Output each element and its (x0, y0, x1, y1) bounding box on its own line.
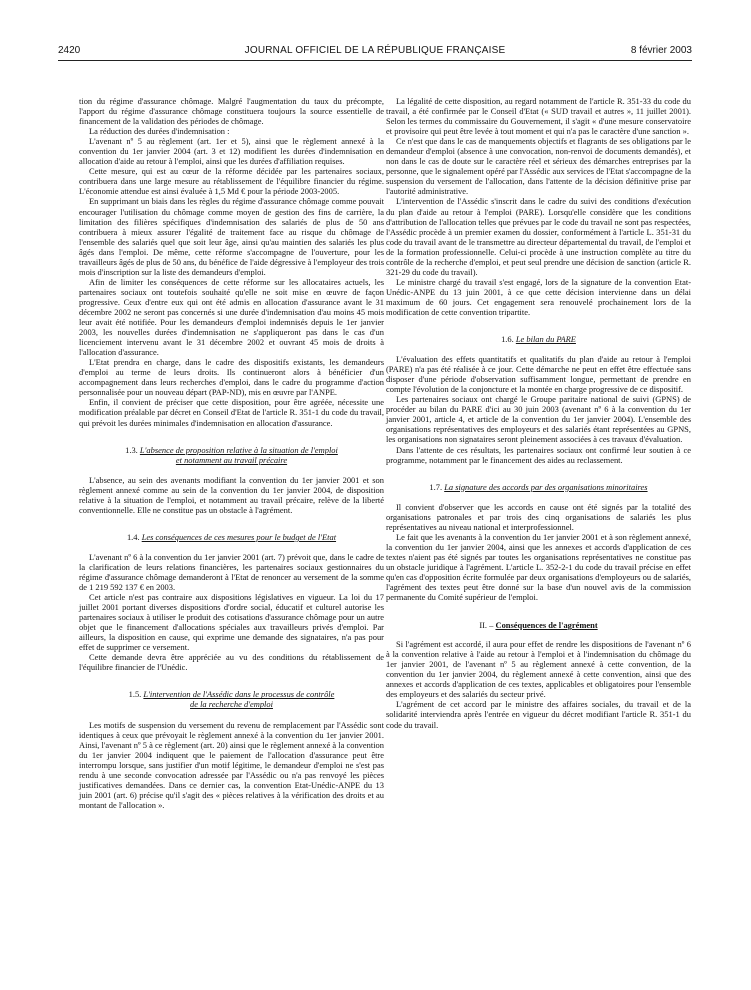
paragraph: L'agrément de cet accord par le ministre des affaires sociales, du travail et de la solidarité interviendra après l'entrée en vigueur du décret modifiant l'article R. 351-1 du code du travail. (386, 699, 691, 730)
header-rule (58, 60, 692, 61)
journal-title: JOURNAL OFFICIEL DE LA RÉPUBLIQUE FRANÇAISE (244, 45, 506, 56)
section-title: L'absence de proposition relative à la situation de l'emploi (139, 444, 338, 455)
section-heading-1-5 (79, 689, 384, 709)
paragraph: Si l'agrément est accordé, il aura pour effet de rendre les dispositions de l'avenant nº 6 à la convention relative à l'aide au retour à l'emploi et à l'indemnisation du chômage du 1er janvier 2001, de l'avenant nº 5 au règlement annexé à cette convention, de la convention du 1er janvier 2004, du règlement annexé à cette convention, ainsi que des annexes et accords d'application de ces textes, applicables et obligatoires pour l'ensemble des employeurs et des salariés du secteur privé. (386, 639, 691, 700)
section-number: 1.5. (128, 689, 142, 700)
section-title: L'intervention de l'Assédic dans le processus de contrôle (143, 689, 335, 700)
section-title-cont: et notamment au travail précaire (175, 454, 288, 465)
paragraph: Les partenaires sociaux ont chargé le Groupe paritaire national de suivi (GPNS) de procéder au bilan du PARE d'ici au 30 juin 2003 (avenant nº 6 à la convention du 1er janvier 2001, article 4, et article de la convention du 1er janvier 2004). L'ensemble des organisations représentatives des employeurs et des salariés étant représentées au GPNS, les organisations non signataires seront pleinement associées à ces travaux d'évaluation. (386, 394, 691, 445)
part-heading-II (386, 620, 691, 630)
section-heading-1-3 (79, 445, 384, 465)
paragraph: Cet article n'est pas contraire aux dispositions législatives en vigueur. La loi du 17 juillet 2001 portant diverses dispositions d'ordre social, éducatif et culturel autorise les partenaires sociaux à utiliser le produit des cotisations d'assurance chômage pour un autre objet que le financement d'allocations spéciales aux travailleurs privés d'emploi. Par ailleurs, la disposition en cause, qui exprime une demande des signataires, n'a pas pour effet de supprimer ce versement. (79, 592, 384, 653)
paragraph: Cette demande devra être appréciée au vu des conditions du rétablissement de l'équilibre financier de l'Unédic. (79, 652, 384, 673)
section-title: Le bilan du PARE (515, 334, 576, 345)
section-number: 1.3. (125, 444, 138, 455)
paragraph: Il convient d'observer que les accords en cause ont été signés par la totalité des organisations patronales et par trois des cinq organisations de salariés les plus représentatives au niveau national et interprofessionnel. (386, 501, 691, 532)
paragraph: Le fait que les avenants à la convention du 1er janvier 2001 et à son règlement annexé, la convention du 1er janvier 2004, ainsi que les annexes et accords d'application de ces textes n'aient pas été signés par toutes les organisations représentatives ne constitue pas un obstacle juridique à l'agrément. L'article L. 352-2-1 du code du travail précise en effet qu'en cas d'opposition écrite formulée par deux organisations d'employeurs ou de salariés, l'agrément des textes peut être donné sur la base d'un nouvel avis de la commission permanente du Comité supérieur de l'emploi. (386, 531, 691, 603)
section-heading-1-7 (386, 482, 691, 492)
section-title-cont: de la recherche d'emploi (190, 699, 273, 710)
section-title: Les conséquences de ces mesures pour le budget de l'Etat (141, 531, 337, 542)
paragraph: Dans l'attente de ces résultats, les partenaires sociaux ont confirmé leur soutien à ce programme, notamment par le financement des aides au reclassement. (386, 444, 691, 465)
paragraph: Ce n'est que dans le cas de manquements objectifs et flagrants de ses obligations par le demandeur d'emploi (absence à une convocation, non-renvoi de documents demandés), et non dans le cas de doute sur le caractère réel et sérieux des démarches entreprises par la personne, que le signalement opéré par l'Assédic aux services de l'Etat s'accompagne de la suspension du versement de l'allocation, dans l'attente de la décision définitive prise par l'autorité administrative. (386, 136, 691, 197)
paragraph: L'avenant nº 6 à la convention du 1er janvier 2001 (art. 7) prévoit que, dans le cadre de la clarification de leurs relations financières, les partenaires sociaux gestionnaires du régime d'assurance chômage demanderont à l'Etat de renoncer au versement de la somme de 1 219 592 137 € en 2003. (79, 551, 384, 593)
section-number: 1.6. (501, 334, 514, 345)
paragraph: Les motifs de suspension du versement du revenu de remplacement par l'Assédic sont identiques à ceux que prévoyait le règlement annexé à la convention du 1er janvier 2001. Ainsi, l'avenant nº 5 à ce règlement (art. 20) ainsi que le règlement annexé à la convention du 1er janvier 2004 indiquent que le paiement de l'allocation d'assurance peut être interrompu lorsque, sans justifier d'un motif légitime, le demandeur d'emploi ne s'est pas rendu à une seconde convocation adressée par l'Assédic ou n'a pas renvoyé les pièces justificatives demandées. Dans ce dernier cas, la convention Etat-Unédic-ANPE du 13 juin 2001 (art. 6) précise qu'il s'agit des « pièces relatives à la vérification des droits et au montant de l'allocation ». (79, 719, 384, 810)
paragraph: L'Etat prendra en charge, dans le cadre des dispositifs existants, les demandeurs d'emploi au terme de leurs droits. Ils continueront alors à bénéficier d'un accompagnement dans leurs recherches d'emploi, dans le cadre du programme d'action personnalisée pour un nouveau départ (PAP-ND), mis en œuvre par l'ANPE. (79, 357, 384, 398)
paragraph: L'absence, au sein des avenants modifiant la convention du 1er janvier 2001 et son règlement annexé comme au sein de la convention du 1er janvier 2004, de disposition relative à la situation de l'emploi, et notamment au travail précaire, relève de la liberté conventionnelle. Elle ne constitue pas un obstacle à l'agrément. (79, 474, 384, 515)
paragraph: Enfin, il convient de préciser que cette disposition, pour être agréée, nécessite une modification préalable par décret en Conseil d'Etat de l'article R. 351-1 du code du travail, qui prévoit les durées minimales d'indemnisation en allocation d'assurance. (79, 397, 384, 428)
paragraph: L'évaluation des effets quantitatifs et qualitatifs du plan d'aide au retour à l'emploi (PARE) n'a pas été réalisée à ce jour. Cette démarche ne peut en effet être effectuée sans disposer d'une période d'observation suffisamment longue, permettant de prendre en compte l'évolution de la conjoncture et la montée en charge progressive de ce dispositif. (386, 354, 691, 395)
section-title: La signature des accords par des organisations minoritaires (444, 481, 648, 492)
left-column (79, 96, 384, 810)
section-heading-1-4 (79, 532, 384, 542)
paragraph: La légalité de cette disposition, au regard notamment de l'article R. 351-33 du code du travail, a été confirmée par le Conseil d'Etat (« SUD travail et autres », 11 juillet 2001). Selon les termes du commissaire du Gouvernement, il s'agit « d'une mesure conservatoire et provisoire qui peut être levée à tout moment et qui n'a pas le caractère d'une sanction ». (386, 96, 691, 137)
paragraph: En supprimant un biais dans les règles du régime d'assurance chômage comme pouvait encourager l'utilisation du chômage comme moyen de gestion des fins de carrière, la limitation des filières spécifiques d'indemnisation des salariés de plus de 50 ans contribuera à mieux assurer l'égalité de traitement face au risque du chômage de l'ensemble des salariés quel que soit leur âge, ainsi qu'au maintien des salariés les plus âgés dans l'emploi. De même, cette réforme s'accompagne de l'ouverture, pour les travailleurs âgés de plus de 50 ans, du bénéfice de l'aide dégressive à l'employeur des trois mois d'inscription sur la liste des demandeurs d'emploi. (79, 196, 384, 277)
page-number: 2420 (58, 45, 81, 56)
part-number: II. – (479, 620, 494, 631)
paragraph: Afin de limiter les conséquences de cette réforme sur les allocataires actuels, les partenaires sociaux ont toutefois souhaité qu'elle ne soit mise en œuvre de façon progressive. Ceux d'entre eux qui ont été admis en allocation d'assurance avant le 31 décembre 2002 ne seront pas concernés si une durée d'indemnisation d'au moins 45 mois leur avait été notifiée. Pour les demandeurs d'emploi indemnisés depuis le 1er janvier 2003, les nouvelles durées d'indemnisation ne s'appliqueront pas dans le cas d'un licenciement intervenu avant le 31 décembre 2002 et ouvrant 45 mois de droits à l'allocation d'assurance. (79, 276, 384, 358)
section-heading-1-6 (386, 334, 691, 344)
paragraph: L'avenant nº 5 au règlement (art. 1er et 5), ainsi que le règlement annexé à la convention du 1er janvier 2004 (art. 3 et 12) modifient les durées d'indemnisation en allocation d'aide au retour à l'emploi, ainsi que les durées d'affiliation requises. (79, 136, 384, 167)
section-number: 1.7. (429, 481, 443, 492)
part-title: Conséquences de l'agrément (495, 620, 598, 631)
paragraph: tion du régime d'assurance chômage. Malgré l'augmentation du taux du précompte, l'apport du régime d'assurance chômage constituera toujours la source essentielle de financement de la validation des périodes de chômage. (79, 96, 384, 127)
paragraph: Le ministre chargé du travail s'est engagé, lors de la signature de la convention Etat-Unédic-ANPE du 13 juin 2001, à ce que cette décision intervienne dans un délai maximum de 60 jours. Cet engagement sera renouvelé prochainement lors de la modification de cette convention tripartite. (386, 276, 691, 317)
section-number: 1.4. (126, 531, 140, 542)
paragraph: La réduction des durées d'indemnisation : (89, 126, 230, 137)
right-column (386, 96, 691, 730)
paragraph: L'intervention de l'Assédic s'inscrit dans le cadre du suivi des conditions d'exécution du plan d'aide au retour à l'emploi (PARE). Lorsqu'elle considère que les conditions d'attribution de l'allocation telles que prévues par le code du travail ne sont pas respectées, l'Assédic procède à un premier examen du dossier, conformément à l'article L. 351-31 du code du travail avant de le transmettre au directeur départemental du travail, de l'emploi et de la formation professionnelle. Celui-ci procède à une instruction complète au titre du contrôle de la recherche d'emploi, et peut seul prendre une décision de sanction (article R. 321-29 du code du travail). (386, 196, 691, 277)
page-header (58, 45, 692, 59)
paragraph: Cette mesure, qui est au cœur de la réforme décidée par les partenaires sociaux, contribuera dans une large mesure au rétablissement de l'équilibre financier du régime. L'économie attendue est ainsi évaluée à 1,5 Md € pour la période 2003-2005. (79, 166, 384, 197)
issue-date: 8 février 2003 (630, 45, 692, 56)
